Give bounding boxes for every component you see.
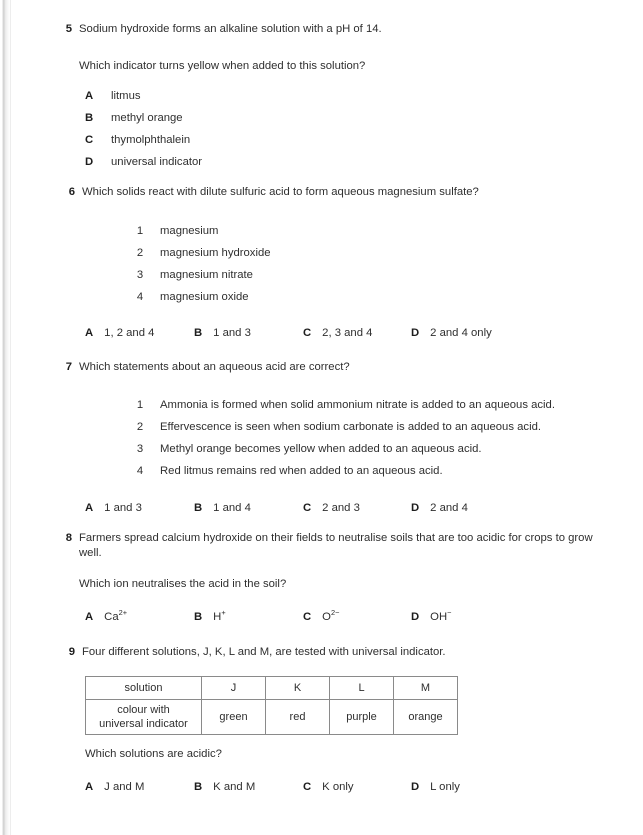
option-text: 2 and 4 only (430, 327, 492, 339)
option-letter: C (303, 502, 312, 514)
question-5 (0, 22, 643, 173)
option-letter: B (85, 112, 94, 124)
option-formula-charge: 2+ (118, 608, 128, 618)
question-9-option-d[interactable] (411, 778, 460, 796)
question-8-option-d[interactable] (411, 608, 451, 626)
option-letter: C (303, 781, 312, 793)
option-letter: D (411, 502, 420, 514)
table-cell-solution-l: L (330, 677, 394, 700)
question-5-options (0, 85, 643, 173)
question-7-option-c[interactable] (303, 499, 360, 517)
option-text: K and M (213, 781, 256, 793)
question-5-stem: Sodium hydroxide forms an alkaline solution with a pH of 14. (79, 23, 382, 35)
option-letter: C (303, 327, 312, 339)
question-9-number: 9 (68, 646, 75, 658)
statement-text: magnesium oxide (160, 291, 249, 303)
question-6-option-b[interactable] (194, 324, 251, 342)
option-formula-charge: − (447, 608, 452, 618)
statement-text: Ammonia is formed when solid ammonium nitrate is added to an aqueous acid. (160, 399, 555, 411)
question-8-option-c[interactable] (303, 608, 339, 626)
option-letter: A (85, 90, 94, 102)
question-8-number: 8 (65, 532, 72, 544)
question-7-stem: Which statements about an aqueous acid are correct? (79, 361, 350, 373)
option-text: 2 and 3 (322, 502, 360, 514)
statement-row (135, 220, 643, 242)
question-6-statements (0, 220, 643, 308)
question-6-stem-row (0, 185, 643, 200)
option-text: methyl orange (111, 112, 183, 124)
table-header-colour-line1: colour with (117, 704, 170, 716)
question-9-stem: Four different solutions, J, K, L and M, are tested with universal indicator. (82, 646, 446, 658)
option-text: litmus (111, 90, 141, 102)
option-letter: D (411, 327, 420, 339)
question-6-option-c[interactable] (303, 324, 372, 342)
statement-number: 2 (136, 247, 144, 259)
statement-text: magnesium (160, 225, 219, 237)
option-text: 2, 3 and 4 (322, 327, 373, 339)
question-8-sub-question: Which ion neutralises the acid in the soil? (79, 578, 287, 590)
question-6 (0, 185, 643, 342)
statement-number: 1 (136, 399, 144, 411)
question-9-sub-question: Which solutions are acidic? (85, 748, 222, 760)
option-formula-base: OH (430, 611, 448, 623)
table-header-solution: solution (86, 677, 202, 700)
table-cell-colour-j: green (202, 700, 266, 735)
question-8 (0, 531, 643, 626)
question-8-option-a[interactable] (85, 608, 127, 626)
option-text: thymolphthalein (111, 134, 191, 146)
question-6-option-d[interactable] (411, 324, 492, 342)
statement-row (135, 264, 643, 286)
question-6-options (0, 324, 643, 342)
question-9 (0, 645, 643, 660)
question-7-option-b[interactable] (194, 499, 251, 517)
option-letter: D (411, 781, 420, 793)
option-text: L only (430, 781, 460, 793)
question-8-stem: Farmers spread calcium hydroxide on their fields to neutralise soils that are too acidic for crops to grow well. (79, 532, 593, 559)
option-letter: B (194, 502, 203, 514)
statement-number: 1 (136, 225, 144, 237)
option-text: 1, 2 and 4 (104, 327, 155, 339)
table-header-colour (86, 700, 202, 735)
option-text: J and M (104, 781, 145, 793)
option-formula-base: H (213, 611, 222, 623)
statement-text: Effervescence is seen when sodium carbonate is added to an aqueous acid. (160, 421, 541, 433)
table-cell-solution-j: J (202, 677, 266, 700)
question-7-option-d[interactable] (411, 499, 468, 517)
statement-number: 3 (136, 443, 144, 455)
statement-text: Red litmus remains red when added to an aqueous acid. (160, 465, 443, 477)
statement-row (135, 438, 643, 460)
statement-text: magnesium nitrate (160, 269, 253, 281)
option-letter: C (303, 611, 312, 623)
question-8-stem-row (0, 531, 643, 561)
option-text: 1 and 3 (213, 327, 251, 339)
statement-number: 3 (136, 269, 144, 281)
option-letter: B (194, 327, 203, 339)
question-5-option-b[interactable] (85, 107, 643, 129)
question-8-option-b[interactable] (194, 608, 226, 626)
statement-text: Methyl orange becomes yellow when added to an aqueous acid. (160, 443, 482, 455)
question-5-option-a[interactable] (85, 85, 643, 107)
statement-number: 4 (136, 291, 144, 303)
statement-text: magnesium hydroxide (160, 247, 271, 259)
option-letter: A (85, 502, 94, 514)
statement-row (135, 286, 643, 308)
statement-row (135, 394, 643, 416)
table-cell-solution-m: M (394, 677, 458, 700)
option-formula-charge: + (221, 608, 226, 618)
option-letter: C (85, 134, 94, 146)
question-5-number: 5 (65, 23, 72, 35)
question-6-number: 6 (68, 186, 75, 198)
option-letter: B (194, 611, 203, 623)
question-7-statements (0, 394, 643, 482)
question-9-option-b[interactable] (194, 778, 255, 796)
question-7-options (0, 499, 643, 517)
question-9-stem-row (0, 645, 643, 660)
option-letter: D (85, 156, 94, 168)
question-7-stem-row (0, 360, 643, 375)
statement-number: 4 (136, 465, 144, 477)
statement-number: 2 (136, 421, 144, 433)
table-row (86, 677, 458, 700)
question-9-option-a[interactable] (85, 778, 144, 796)
question-5-sub-question: Which indicator turns yellow when added to this solution? (79, 60, 366, 72)
question-8-options (0, 608, 643, 626)
option-letter: A (85, 781, 94, 793)
table-row (86, 700, 458, 735)
option-text: K only (322, 781, 354, 793)
option-formula-base: O (322, 611, 331, 623)
option-letter: A (85, 611, 94, 623)
question-9-tail (0, 747, 643, 796)
option-formula-base: Ca (104, 611, 119, 623)
table-cell-solution-k: K (266, 677, 330, 700)
statement-row (135, 242, 643, 264)
question-6-option-a[interactable] (85, 324, 154, 342)
option-text: 1 and 4 (213, 502, 251, 514)
table-cell-colour-l: purple (330, 700, 394, 735)
option-formula-charge: 2− (330, 608, 340, 618)
table-cell-colour-m: orange (394, 700, 458, 735)
option-letter: D (411, 611, 420, 623)
option-letter: A (85, 327, 94, 339)
question-7 (0, 360, 643, 517)
option-text: 1 and 3 (104, 502, 142, 514)
universal-indicator-table (85, 676, 458, 735)
table-cell-colour-k: red (266, 700, 330, 735)
option-letter: B (194, 781, 203, 793)
option-text: universal indicator (111, 156, 203, 168)
question-5-stem-row (0, 22, 643, 37)
question-5-option-c[interactable] (85, 129, 643, 151)
question-7-number: 7 (65, 361, 72, 373)
question-7-option-a[interactable] (85, 499, 142, 517)
statement-row (135, 416, 643, 438)
statement-row (135, 460, 643, 482)
table-header-colour-line2: universal indicator (99, 718, 188, 730)
question-5-option-d[interactable] (85, 151, 643, 173)
question-9-options (0, 778, 643, 796)
question-9-option-c[interactable] (303, 778, 354, 796)
question-6-stem: Which solids react with dilute sulfuric acid to form aqueous magnesium sulfate? (82, 186, 479, 198)
option-text: 2 and 4 (430, 502, 468, 514)
